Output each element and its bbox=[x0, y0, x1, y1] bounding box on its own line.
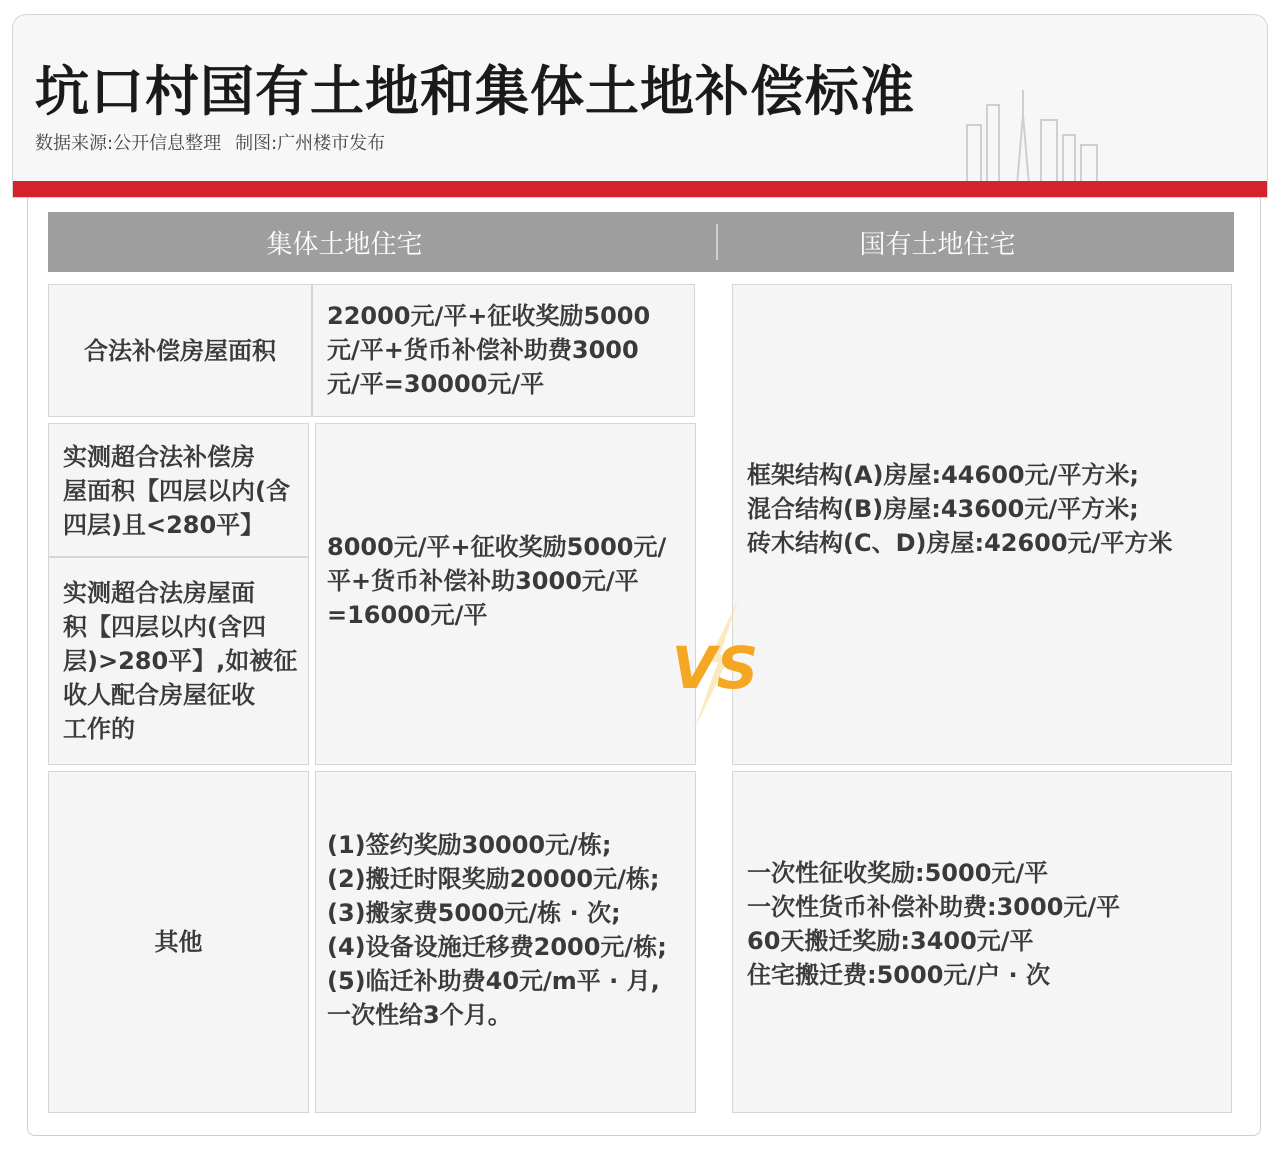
maker-label: 制图:广州楼市发布 bbox=[235, 133, 386, 154]
state-structure-cell bbox=[732, 284, 1232, 765]
over-legal-a-line: 屋面积【四层以内(含 bbox=[63, 477, 290, 505]
other-collective-line: (4)设备设施迁移费2000元/栋; bbox=[327, 933, 667, 961]
column-divider bbox=[716, 224, 718, 260]
source-caption bbox=[35, 129, 385, 155]
accent-bar bbox=[13, 181, 1267, 197]
over-legal-b-line: 层)>280平】,如被征 bbox=[63, 647, 298, 675]
over-legal-value-cell bbox=[315, 423, 696, 765]
city-skyline-icon bbox=[957, 85, 1107, 185]
structure-price-line: 砖木结构(C、D)房屋:42600元/平方米 bbox=[747, 529, 1173, 557]
other-state-line: 住宅搬迁费:5000元/户 · 次 bbox=[747, 961, 1050, 989]
other-label: 其他 bbox=[154, 928, 203, 956]
other-collective-line: (2)搬迁时限奖励20000元/栋; bbox=[327, 865, 660, 893]
other-state-line: 一次性货币补偿补助费:3000元/平 bbox=[747, 893, 1121, 921]
structure-price-line: 混合结构(B)房屋:43600元/平方米; bbox=[747, 495, 1139, 523]
other-state-cell bbox=[732, 771, 1232, 1113]
legal-area-label-cell bbox=[48, 284, 312, 417]
over-legal-b-line: 实测超合法房屋面 bbox=[63, 579, 255, 607]
over-legal-a-line: 四层)且<280平】 bbox=[63, 511, 265, 539]
column-header-row bbox=[48, 212, 1234, 272]
header-banner bbox=[12, 14, 1268, 198]
over-legal-label-cell-b bbox=[48, 557, 309, 765]
over-legal-value-line: 平+货币补偿补助3000元/平 bbox=[327, 567, 639, 595]
legal-area-value-cell bbox=[312, 284, 695, 417]
over-legal-value-line: =16000元/平 bbox=[327, 601, 488, 629]
other-collective-line: (5)临迁补助费40元/m平 · 月, bbox=[327, 967, 660, 995]
vs-label: VS bbox=[671, 634, 759, 702]
vs-badge-icon bbox=[660, 600, 770, 730]
over-legal-b-line: 工作的 bbox=[63, 715, 135, 743]
legal-area-value-line: 元/平=30000元/平 bbox=[327, 370, 545, 398]
source-label: 数据来源:公开信息整理 bbox=[35, 133, 222, 154]
other-collective-line: (1)签约奖励30000元/栋; bbox=[327, 831, 612, 859]
over-legal-value-line: 8000元/平+征收奖励5000元/ bbox=[327, 533, 667, 561]
over-legal-b-line: 积【四层以内(含四 bbox=[63, 613, 266, 641]
other-collective-line: (3)搬家费5000元/栋 · 次; bbox=[327, 899, 621, 927]
other-label-cell bbox=[48, 771, 309, 1113]
column-header-state: 国有土地住宅 bbox=[859, 229, 1016, 260]
page-title: 坑口村国有土地和集体土地补偿标准 bbox=[35, 60, 915, 123]
legal-area-label: 合法补偿房屋面积 bbox=[84, 336, 276, 365]
structure-price-line: 框架结构(A)房屋:44600元/平方米; bbox=[747, 461, 1139, 489]
legal-area-value-line: 22000元/平+征收奖励5000 bbox=[327, 302, 651, 330]
legal-area-value-line: 元/平+货币补偿补助费3000 bbox=[327, 336, 639, 364]
other-state-line: 一次性征收奖励:5000元/平 bbox=[747, 859, 1049, 887]
over-legal-label-cell-a bbox=[48, 423, 309, 557]
over-legal-a-line: 实测超合法补偿房 bbox=[63, 443, 255, 471]
other-collective-line: 一次性给3个月。 bbox=[327, 1001, 512, 1029]
other-state-line: 60天搬迁奖励:3400元/平 bbox=[747, 927, 1034, 955]
over-legal-b-line: 收人配合房屋征收 bbox=[63, 681, 255, 709]
column-header-collective: 集体土地住宅 bbox=[266, 229, 423, 260]
other-collective-cell bbox=[315, 771, 696, 1113]
